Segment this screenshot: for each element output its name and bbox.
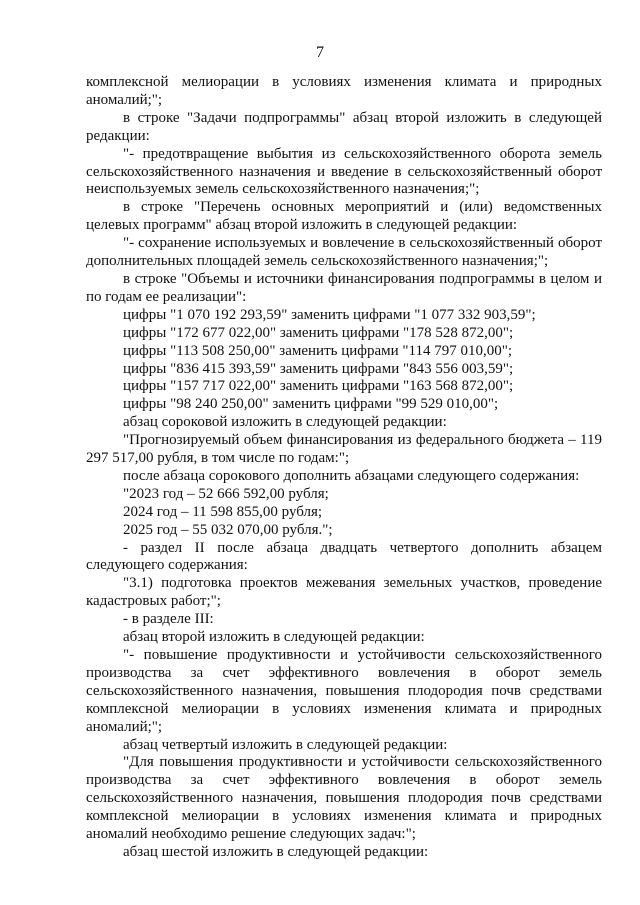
paragraph: абзац сороковой изложить в следующей редакции: [123, 414, 447, 431]
paragraph: в строке "Задачи подпрограммы" абзац второй изложить в следующей редакции: [86, 109, 602, 144]
paragraph: 2025 год – 55 032 070,00 рубля."; [123, 521, 333, 538]
page-number: 7 [316, 44, 324, 61]
paragraph: "Для повышения продуктивности и устойчивости сельскохозяйственного производства за счет эффективного вовлечения в оборот земель сельскохозяйственного назначения, повышения плодородия почв средствами комплексной мелиорации в условиях изменения климата и природных аномалий необходимо решение следующих задач:"; [86, 754, 602, 843]
paragraph: абзац второй изложить в следующей редакции: [123, 629, 425, 646]
paragraph: "- предотвращение выбытия из сельскохозяйственного оборота земель сельскохозяйственного назначения и введение в сельскохозяйственный оборот неиспользуемых земель сельскохозяйственного назначения;"; [86, 145, 602, 198]
paragraph: "- сохранение используемых и вовлечение в сельскохозяйственный оборот дополнительных площадей земель сельскохозяйственного назначения;"; [86, 235, 602, 270]
paragraph: "- повышение продуктивности и устойчивости сельскохозяйственного производства за счет эффективного вовлечения в оборот земель сельскохозяйственного назначения, повышения плодородия почв средствами комплексной мелиорации в условиях изменения климата и природных аномалий;"; [86, 647, 602, 735]
paragraph: "3.1) подготовка проектов межевания земельных участков, проведение кадастровых работ;"; [86, 575, 602, 610]
paragraph: цифры "98 240 250,00" заменить цифрами "99 529 010,00"; [123, 396, 499, 413]
paragraph: цифры "157 717 022,00" заменить цифрами "163 568 872,00"; [123, 378, 514, 395]
paragraph: в строке "Перечень основных мероприятий и (или) ведомственных целевых программ" абзац второй изложить в следующей редакции: [86, 199, 602, 234]
paragraph: "Прогнозируемый объем финансирования из федерального бюджета – 119 297 517,00 рубля, в том числе по годам:"; [86, 432, 602, 467]
paragraph: 2024 год – 11 598 855,00 рубля; [123, 503, 323, 520]
paragraph: цифры "172 677 022,00" заменить цифрами "178 528 872,00"; [123, 324, 514, 341]
paragraph: "2023 год – 52 666 592,00 рубля; [123, 485, 329, 502]
paragraph: цифры "113 508 250,00" заменить цифрами "114 797 010,00"; [123, 342, 513, 359]
paragraph: цифры "1 070 192 293,59" заменить цифрами "1 077 332 903,59"; [123, 306, 536, 323]
paragraph: в строке "Объемы и источники финансирования подпрограммы в целом и по годам ее реализации": [86, 270, 602, 305]
paragraph: - раздел II после абзаца двадцать четвертого дополнить абзацем следующего содержания: [86, 539, 602, 574]
paragraph: цифры "836 415 393,59" заменить цифрами "843 556 003,59"; [123, 360, 514, 377]
document-body [86, 74, 602, 862]
paragraph: после абзаца сорокового дополнить абзацами следующего содержания: [123, 467, 580, 484]
paragraph: абзац четвертый изложить в следующей редакции: [123, 736, 448, 753]
paragraph: комплексной мелиорации в условиях изменения климата и природных аномалий;"; [86, 74, 602, 108]
paragraph: абзац шестой изложить в следующей редакции: [123, 843, 429, 860]
paragraph: - в разделе III: [123, 611, 214, 628]
